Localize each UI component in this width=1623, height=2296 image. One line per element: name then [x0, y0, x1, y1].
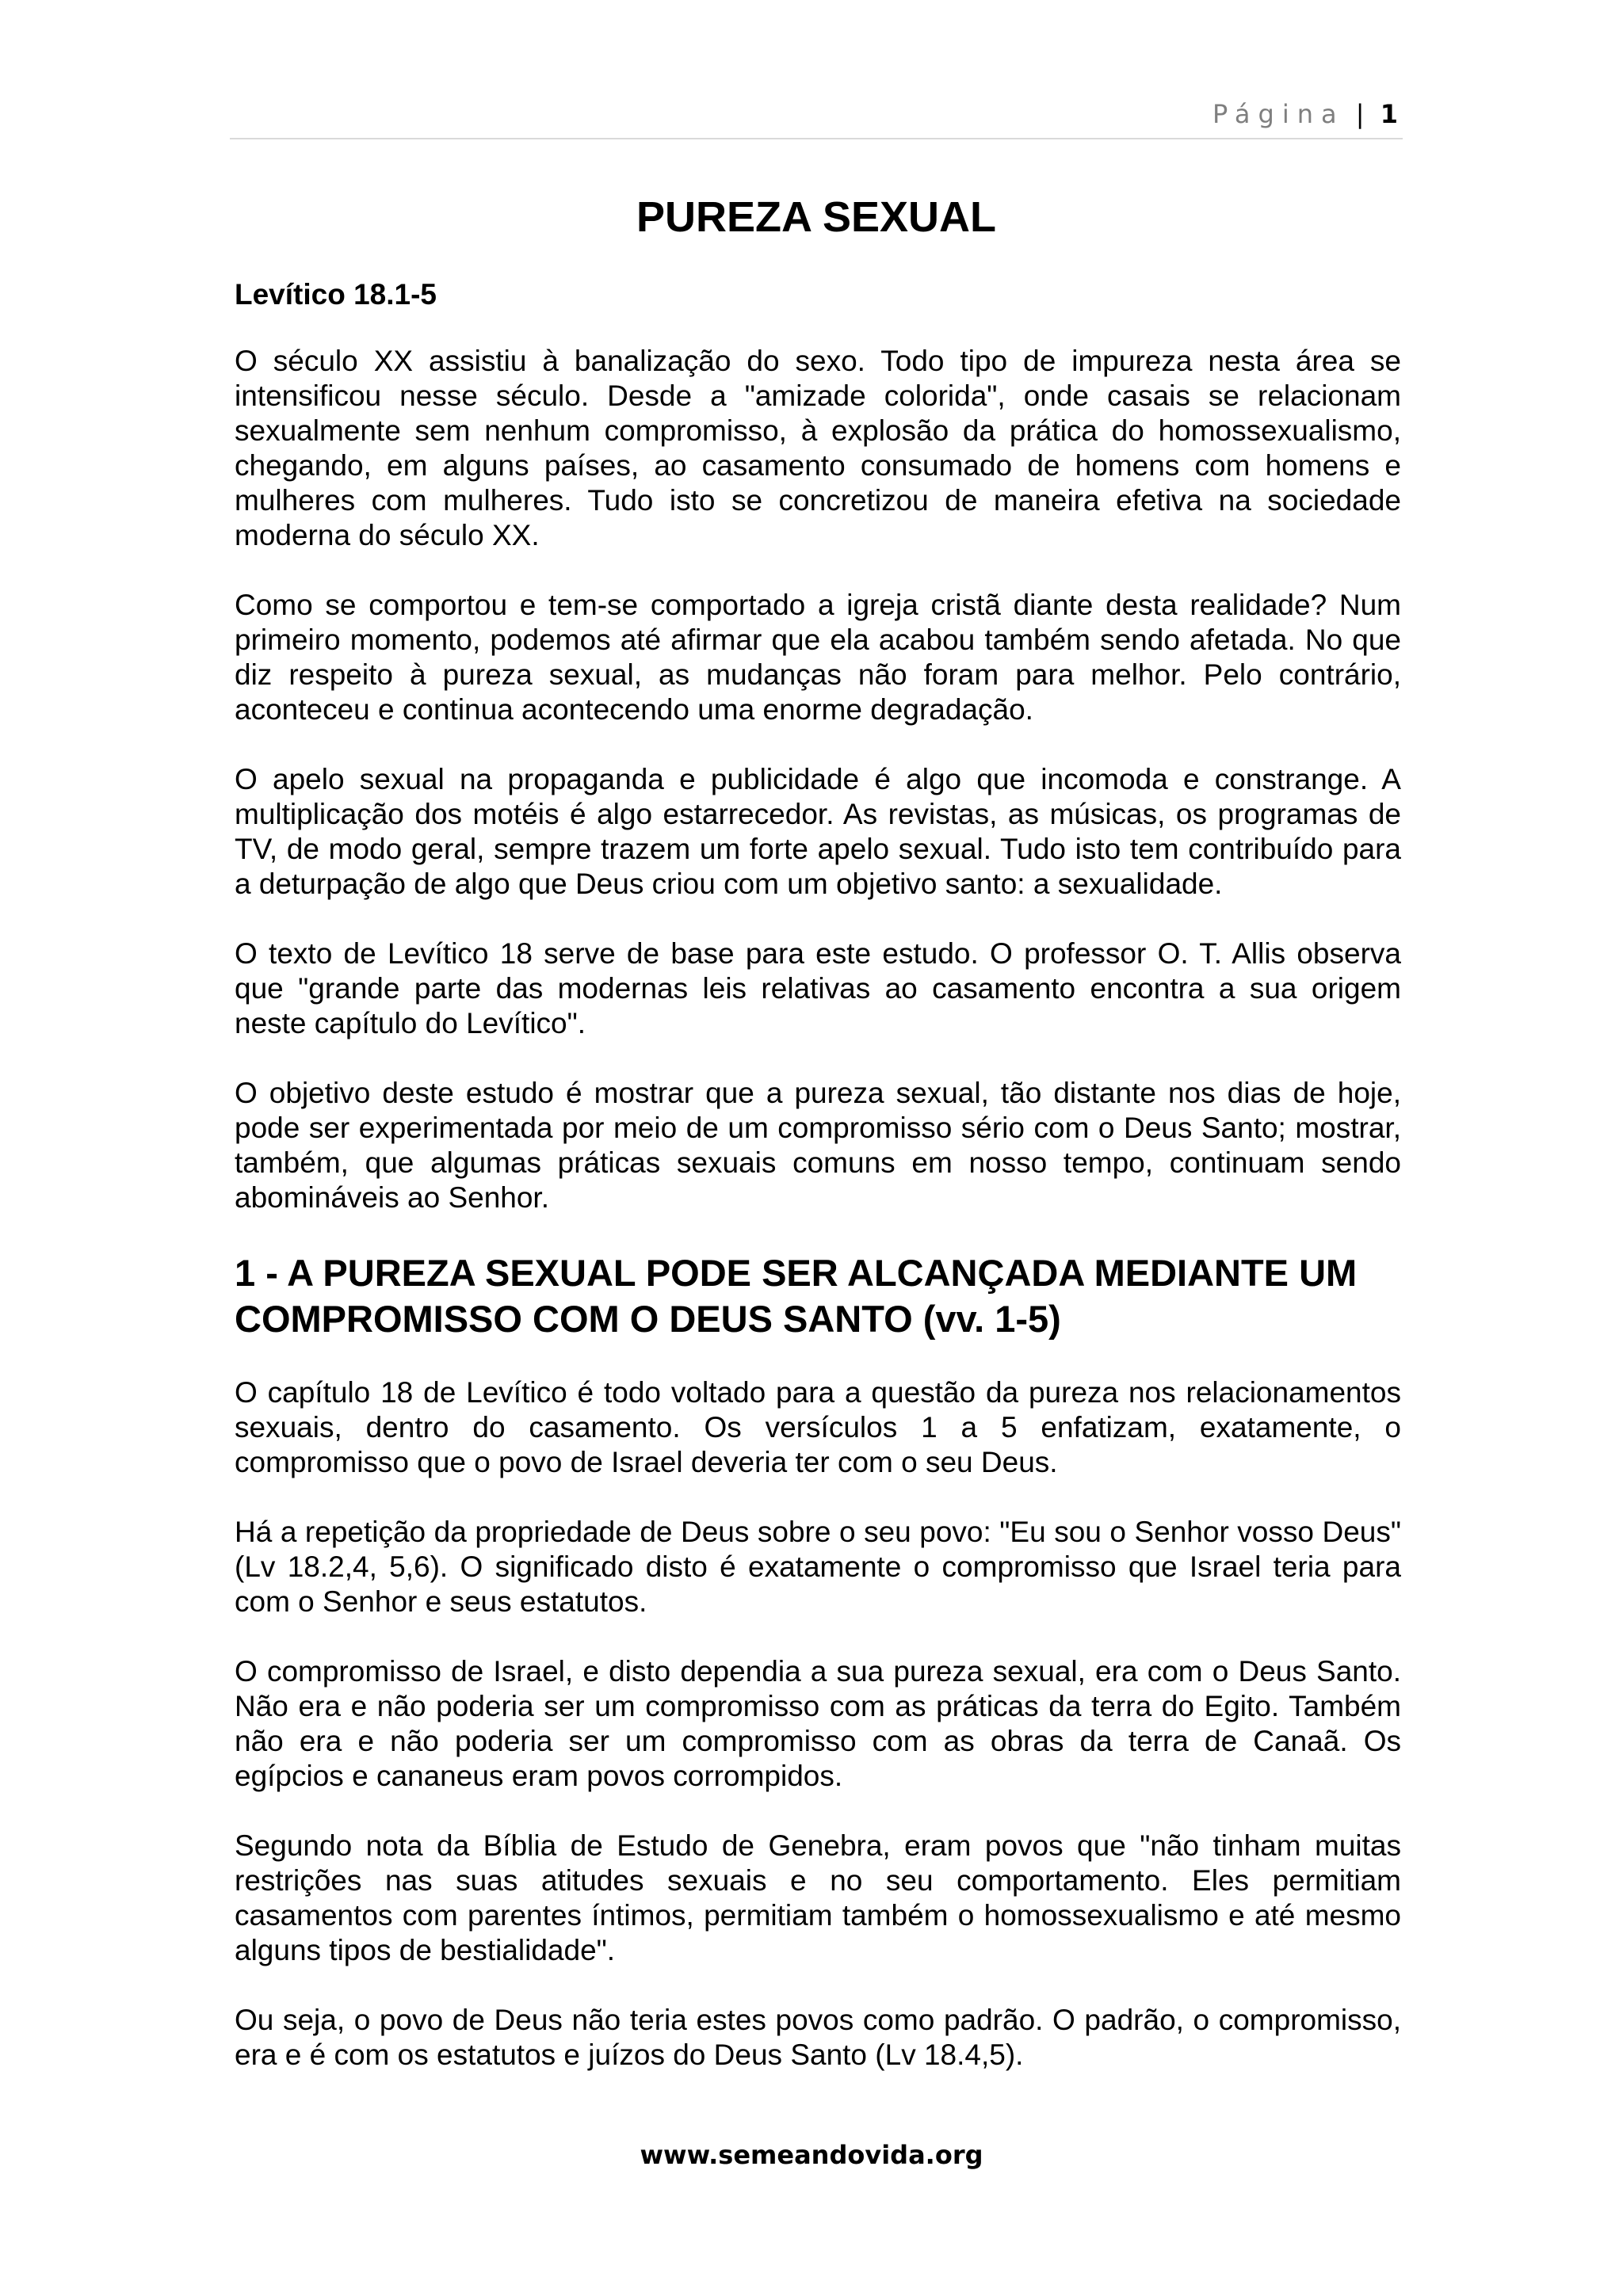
page-separator: |	[1355, 99, 1365, 129]
intro-paragraph-5: O objetivo deste estudo é mostrar que a pureza sexual, tão distante nos dias de hoje, pode ser experimentada por meio de um compromisso sério com o Deus Santo; mostrar, também, que algumas práticas sexuais comuns em nosso tempo, continuam sendo abomináveis ao Senhor.	[235, 1077, 1401, 1214]
scripture-reference: Levítico 18.1-5	[235, 278, 437, 311]
document-body	[235, 344, 1401, 2107]
page-number: 1	[1380, 99, 1398, 129]
section-1-paragraph-1: O capítulo 18 de Levítico é todo voltado para a questão da pureza nos relacionamentos sexuais, dentro do casamento. Os versículos 1 a 5 enfatizam, exatamente, o compromisso que o povo de Israel deveria ter com o seu Deus.	[235, 1376, 1401, 1478]
section-1-paragraph-5: Ou seja, o povo de Deus não teria estes povos como padrão. O padrão, o compromisso, era e é com os estatutos e juízos do Deus Santo (Lv 18.4,5).	[235, 2004, 1401, 2071]
section-1-heading: 1 - A PUREZA SEXUAL PODE SER ALCANÇADA MEDIANTE UM COMPROMISSO COM O DEUS SANTO (vv. 1-5)	[235, 1252, 1358, 1340]
intro-paragraph-4: O texto de Levítico 18 serve de base para este estudo. O professor O. T. Allis observa que "grande parte das modernas leis relativas ao casamento encontra a sua origem neste capítulo do Levítico".	[235, 937, 1401, 1039]
intro-paragraph-3: O apelo sexual na propaganda e publicidade é algo que incomoda e constrange. A multiplicação dos motéis é algo estarrecedor. As revistas, as músicas, os programas de TV, de modo geral, sempre trazem um forte apelo sexual. Tudo isto tem contribuído para a deturpação de algo que Deus criou com um objetivo santo: a sexualidade.	[235, 763, 1401, 900]
page-header	[230, 93, 1403, 139]
footer-website: www.semeandovida.org	[640, 2140, 983, 2170]
intro-paragraph-2: Como se comportou e tem-se comportado a igreja cristã diante desta realidade? Num primeiro momento, podemos até afirmar que ela acabou também sendo afetada. No que diz respeito à pureza sexual, as mudanças não foram para melhor. Pelo contrário, aconteceu e continua acontecendo uma enorme degradação.	[235, 589, 1401, 726]
document-title: PUREZA SEXUAL	[636, 193, 997, 241]
section-1-paragraph-4: Segundo nota da Bíblia de Estudo de Genebra, eram povos que "não tinham muitas restrições nas suas atitudes sexuais e no seu comportamento. Eles permitiam casamentos com parentes íntimos, permitiam também o homossexualismo e até mesmo alguns tipos de bestialidade".	[235, 1829, 1401, 1966]
page-number-label	[1212, 98, 1398, 130]
page-word: Página	[1212, 99, 1345, 129]
section-1-paragraph-2: Há a repetição da propriedade de Deus sobre o seu povo: "Eu sou o Senhor vosso Deus" (Lv 18.2,4, 5,6). O significado disto é exatamente o compromisso que Israel teria para com o Senhor e seus estatutos.	[235, 1516, 1401, 1618]
intro-paragraph-1: O século XX assistiu à banalização do sexo. Todo tipo de impureza nesta área se intensificou nesse século. Desde a "amizade colorida", onde casais se relacionam sexualmente sem nenhum compromisso, à explosão da prática do homossexualismo, chegando, em alguns países, ao casamento consumado de homens com homens e mulheres com mulheres. Tudo isto se concretizou de maneira efetiva na sociedade moderna do século XX.	[235, 345, 1401, 551]
section-1-paragraph-3: O compromisso de Israel, e disto dependia a sua pureza sexual, era com o Deus Santo. Não era e não poderia ser um compromisso com as práticas da terra do Egito. Também não era e não poderia ser um compromisso com as obras da terra de Canaã. Os egípcios e cananeus eram povos corrompidos.	[235, 1655, 1401, 1792]
